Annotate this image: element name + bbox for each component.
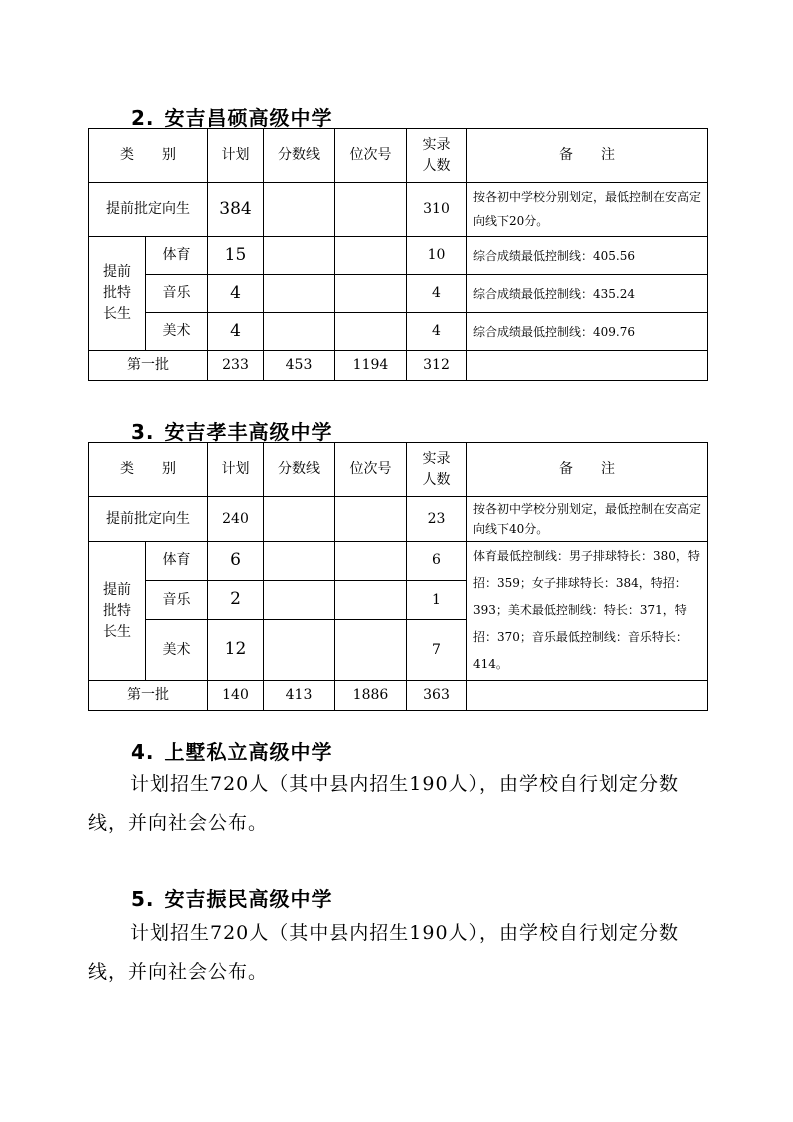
actual-cell: 7 [407,620,467,681]
score-cell [264,275,335,313]
sub-label: 体育 [146,237,208,275]
plan-cell: 15 [208,237,264,275]
actual-cell: 1 [407,580,467,620]
school-name: 安吉振民高级中学 [164,887,333,911]
section-number: 4. [131,740,155,764]
rank-cell [335,620,407,681]
group-label: 提前批特长生 [89,237,146,351]
plan-cell: 384 [208,183,264,237]
score-cell [264,620,335,681]
rank-cell: 1886 [335,681,407,711]
rank-cell [335,313,407,351]
section-4-heading [131,736,333,765]
sub-label: 音乐 [146,580,208,620]
score-cell: 453 [264,351,335,381]
note-cell: 综合成绩最低控制线：405.56 [467,237,708,275]
actual-cell: 312 [407,351,467,381]
rank-cell [335,497,407,542]
table-row [89,183,708,237]
header-notes: 备 注 [467,443,708,497]
sub-label: 音乐 [146,275,208,313]
header-rank: 位次号 [335,129,407,183]
header-plan: 计划 [208,443,264,497]
school-name: 安吉孝丰高级中学 [164,420,333,444]
rank-cell [335,237,407,275]
section-4-paragraph: 计划招生720人（其中县内招生190人），由学校自行划定分数线，并向社会公布。 [88,773,680,834]
table-row [89,497,708,542]
row-label: 提前批定向生 [89,183,208,237]
section-3-heading [131,416,333,445]
actual-cell: 310 [407,183,467,237]
header-notes: 备 注 [467,129,708,183]
rank-cell [335,580,407,620]
score-cell [264,183,335,237]
actual-cell: 363 [407,681,467,711]
note-cell: 按各初中学校分别划定，最低控制在安高定向线下40分。 [467,497,708,542]
header-actual: 实录人数 [407,443,467,497]
group-label: 提前批特长生 [89,542,146,681]
plan-cell: 12 [208,620,264,681]
plan-cell: 233 [208,351,264,381]
plan-cell: 6 [208,542,264,581]
score-cell [264,313,335,351]
actual-cell: 4 [407,313,467,351]
admission-table-xiaofeng [88,442,708,711]
section-5-paragraph: 计划招生720人（其中县内招生190人），由学校自行划定分数线，并向社会公布。 [88,922,680,983]
plan-cell: 140 [208,681,264,711]
section-2-heading [131,102,333,131]
section-number: 2. [131,106,155,130]
header-category: 类 别 [89,443,208,497]
sub-label: 美术 [146,620,208,681]
table-row [89,275,708,313]
note-cell [467,351,708,381]
score-cell [264,497,335,542]
rank-cell: 1194 [335,351,407,381]
actual-cell: 6 [407,542,467,581]
note-cell: 综合成绩最低控制线：435.24 [467,275,708,313]
row-label: 第一批 [89,351,208,381]
plan-cell: 2 [208,580,264,620]
table-row [89,681,708,711]
score-cell [264,542,335,581]
table-row [89,351,708,381]
score-cell [264,580,335,620]
rank-cell [335,275,407,313]
note-cell [467,681,708,711]
section-number: 5. [131,887,155,911]
table-row [89,313,708,351]
table-row [89,237,708,275]
plan-cell: 4 [208,275,264,313]
note-cell: 综合成绩最低控制线：409.76 [467,313,708,351]
actual-cell: 23 [407,497,467,542]
table-row [89,542,708,581]
actual-cell: 4 [407,275,467,313]
row-label: 第一批 [89,681,208,711]
header-rank: 位次号 [335,443,407,497]
section-number: 3. [131,420,155,444]
row-label: 提前批定向生 [89,497,208,542]
score-cell: 413 [264,681,335,711]
header-row [89,443,708,497]
sub-label: 体育 [146,542,208,581]
score-cell [264,237,335,275]
header-category: 类 别 [89,129,208,183]
header-actual: 实录人数 [407,129,467,183]
note-cell: 按各初中学校分别划定，最低控制在安高定向线下20分。 [467,183,708,237]
special-note-cell: 体育最低控制线：男子排球特长：380，特招：359；女子排球特长：384，特招：393；美术最低控制线：特长：371，特招：370；音乐最低控制线：音乐特长：414。 [467,542,708,681]
header-row [89,129,708,183]
rank-cell [335,542,407,581]
header-plan: 计划 [208,129,264,183]
school-name: 安吉昌硕高级中学 [164,106,333,130]
actual-cell: 10 [407,237,467,275]
section-5-heading [131,883,333,912]
plan-cell: 240 [208,497,264,542]
rank-cell [335,183,407,237]
plan-cell: 4 [208,313,264,351]
school-name: 上墅私立高级中学 [164,740,333,764]
admission-table-changshuo [88,128,708,381]
header-score: 分数线 [264,443,335,497]
sub-label: 美术 [146,313,208,351]
header-score: 分数线 [264,129,335,183]
